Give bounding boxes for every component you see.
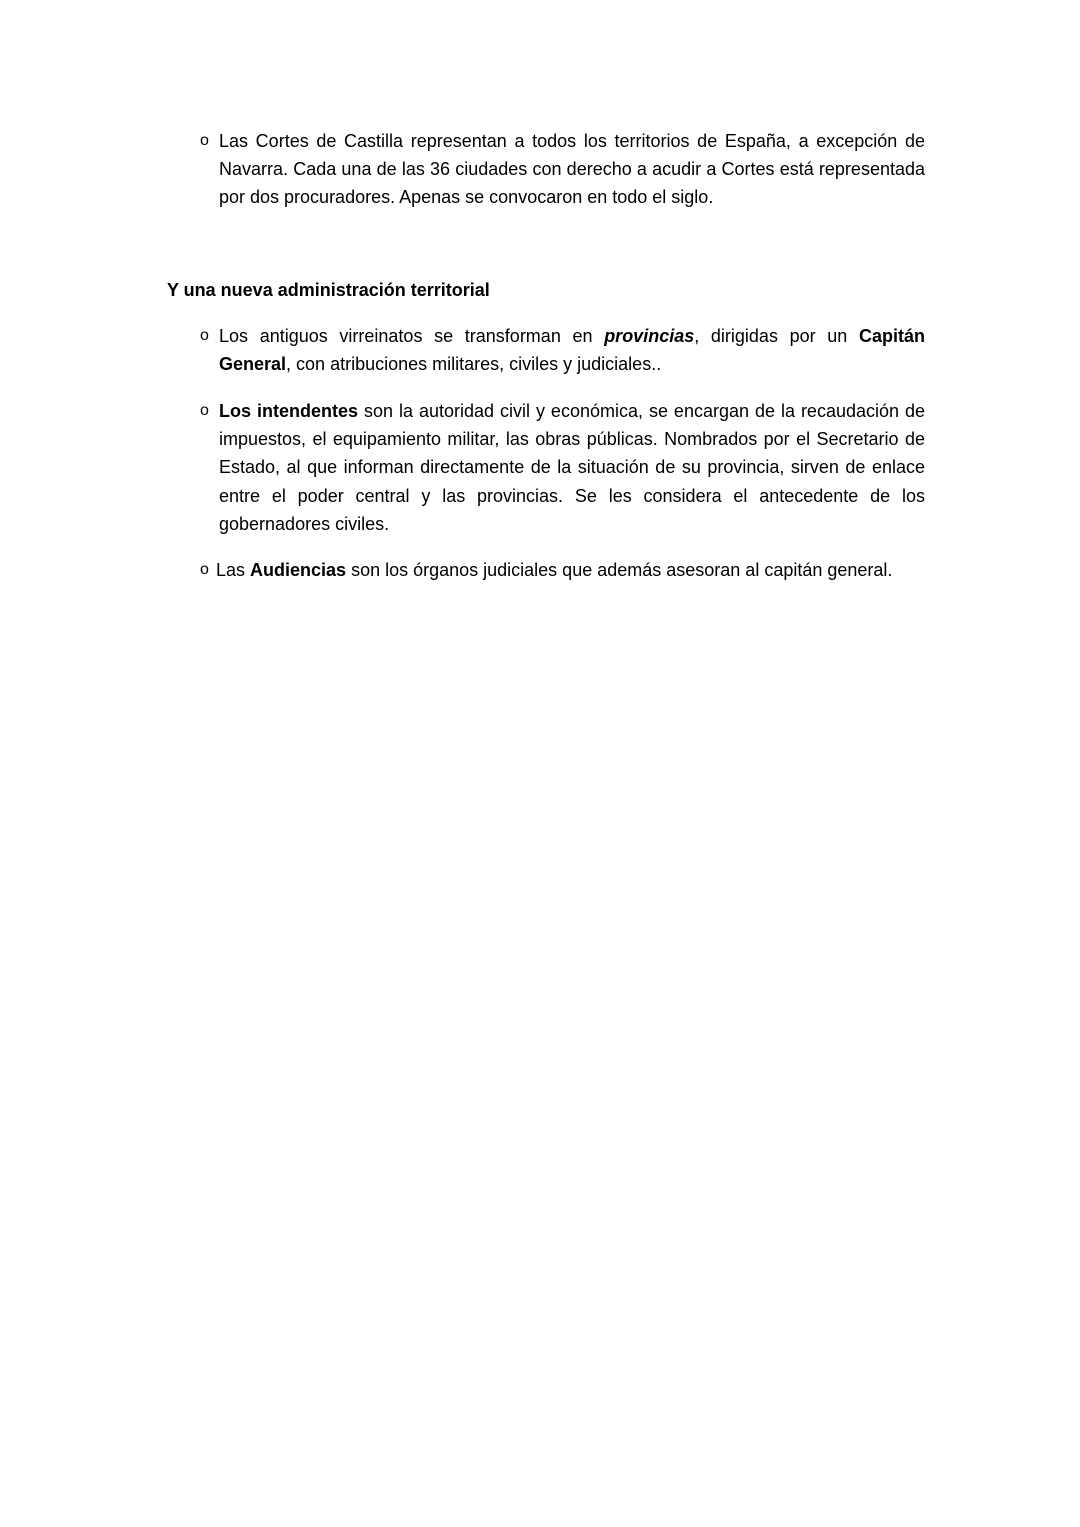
list-item-text — [219, 397, 925, 538]
bold-capitan-general: Capitán General — [219, 326, 925, 375]
text-segment: son la autoridad civil y económica, se encargan de la recaudación de impuestos, el equipamiento militar, las obras públicas. Nombrados por el Secretario de Estado, al que informan directamente de la situación de su provincia, sirven de enlace entre el poder central y las provincias. Se les considera el antecedente de los gobernadores civiles. — [219, 401, 926, 534]
list-item-text — [219, 322, 925, 378]
text-segment: , dirigidas por un — [694, 326, 859, 346]
list-item-text: Las Cortes de Castilla representan a todos los territorios de España, a excepción de Navarra. Cada una de las 36 ciudades con derecho a acudir a Cortes está representada por dos procuradores. Apenas se convocaron en todo el siglo. — [219, 131, 925, 208]
list-item-intendentes — [200, 397, 925, 538]
text-segment: son los órganos judiciales que además asesoran al capitán general. — [346, 560, 893, 580]
text-segment: Las — [216, 560, 251, 580]
emphasis-provincias: provincias — [604, 326, 695, 346]
list-item-text — [216, 556, 925, 584]
bullet-marker: o — [200, 132, 209, 149]
bold-los-intendentes: Los intendentes — [219, 401, 358, 421]
bullet-marker: o — [200, 561, 209, 578]
text-segment: Los antiguos virreinatos se transforman en — [219, 326, 605, 346]
bullet-marker: o — [200, 402, 209, 419]
list-item-audiencias — [200, 556, 925, 584]
section-heading: Y una nueva administración territorial — [167, 280, 490, 300]
text-segment: , con atribuciones militares, civiles y judiciales.. — [286, 354, 662, 375]
bold-audiencias: Audiencias — [250, 560, 347, 580]
bullet-marker: o — [200, 327, 209, 344]
list-item-cortes — [200, 127, 925, 212]
list-item-provincias — [200, 322, 925, 378]
